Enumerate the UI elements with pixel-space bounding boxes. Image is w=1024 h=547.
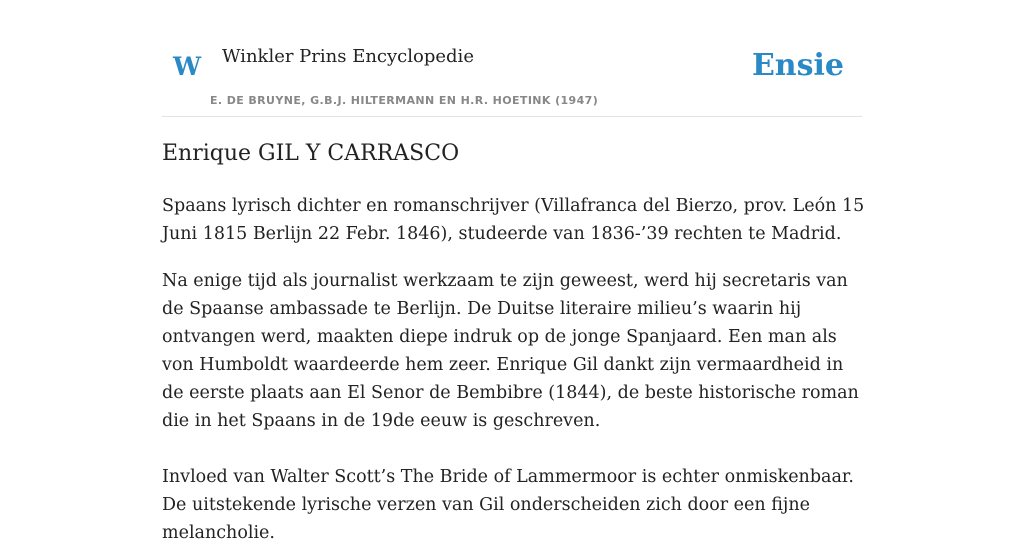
- article-paragraph-2: Na enige tijd als journalist werkzaam te zijn geweest, werd hij secretaris van de Spaanse ambassade te Berlijn. De Duitse literaire milieu’s waarin hij ontvangen werd, maakten diepe indruk op de jonge Spanjaard. Een man als von Humboldt waardeerde hem zeer. Enrique Gil dankt zijn vermaardheid in de eerste plaats aan El Senor de Bembibre (1844), de beste historische roman die in het Spaans in de 19de eeuw is geschreven.: [162, 271, 859, 431]
- article-paragraph-1: Spaans lyrisch dichter en romanschrijver (Villafranca del Bierzo, prov. León 15 Juni 1815 Berlijn 22 Febr. 1846), studeerde van 1836-’39 rechten te Madrid.: [162, 196, 865, 244]
- publication-authors: E. DE BRUYNE, G.B.J. HILTERMANN EN H.R. HOETINK (1947): [210, 94, 599, 107]
- ensie-logo[interactable]: Ensie: [751, 48, 844, 83]
- page-content: [162, 0, 865, 543]
- publication-title[interactable]: Winkler Prins Encyclopedie: [222, 46, 474, 67]
- wp-logo-icon[interactable]: W: [173, 52, 202, 81]
- article-paragraph-3: Invloed van Walter Scott’s The Bride of Lammermoor is echter onmiskenbaar. De uitstekende lyrische verzen van Gil onderscheiden zich door een fijne melancholie.: [162, 467, 854, 543]
- article-title: Enrique GIL Y CARRASCO: [162, 141, 460, 166]
- publication-header: [162, 0, 862, 117]
